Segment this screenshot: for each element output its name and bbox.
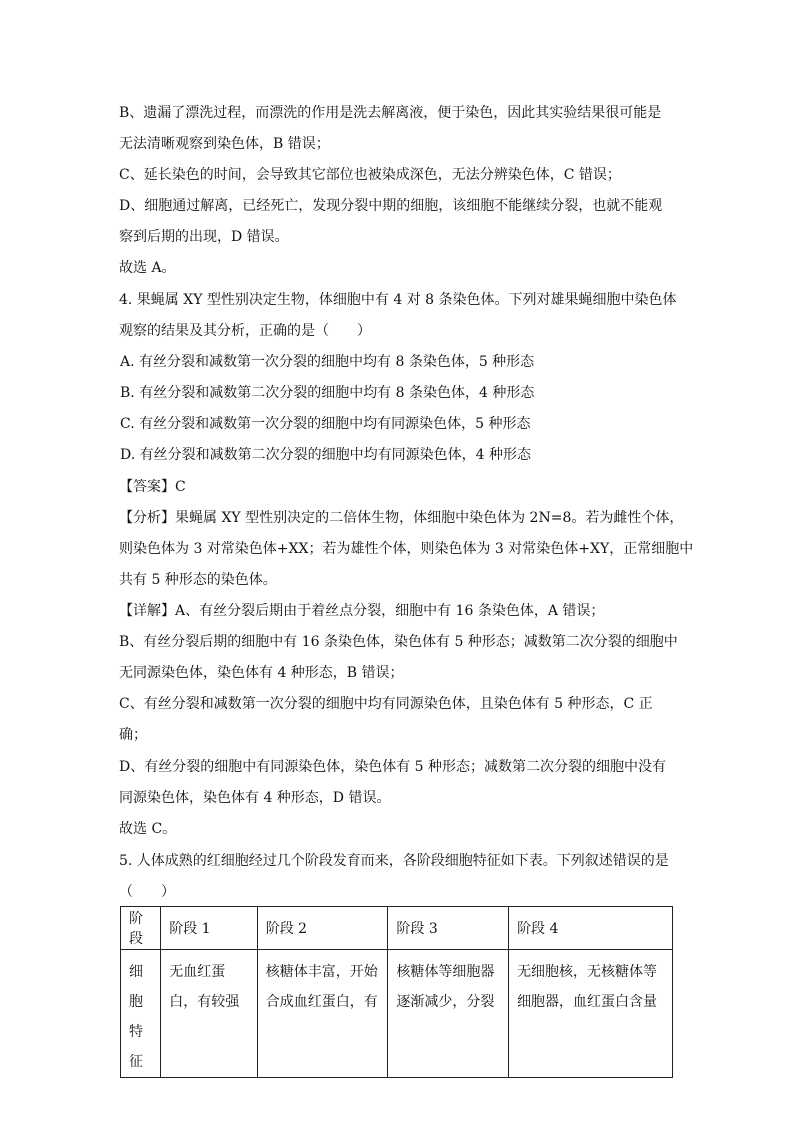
text-line: C、延长染色的时间，会导致其它部位也被染成深色，无法分辨染色体，C 错误； — [119, 167, 621, 183]
table-header-row — [121, 907, 673, 950]
analysis-line: 共有 5 种形态的染色体。 — [119, 572, 277, 588]
detail-line: B、有丝分裂后期的细胞中有 16 条染色体，染色体有 5 种形态；减数第二次分裂的细胞中 — [119, 634, 678, 650]
text-line: 察到后期的出现，D 错误。 — [119, 229, 289, 245]
option-a: A. 有丝分裂和减数第一次分裂的细胞中均有 8 条染色体，5 种形态 — [120, 354, 535, 370]
analysis-line: 【分析】果蝇属 XY 型性别决定的二倍体生物，体细胞中染色体为 2N=8。若为雌性个体， — [119, 510, 684, 526]
detail-line: 故选 C。 — [119, 821, 177, 837]
table-header-cell: 阶段 3 — [388, 907, 509, 950]
table-cell — [388, 950, 509, 1078]
stage-table — [120, 906, 673, 1078]
table-cell-text: 细胞 — [129, 964, 143, 1010]
detail-line: C、有丝分裂和减数第一次分裂的细胞中均有同源染色体，且染色体有 5 种形态，C 正 — [119, 696, 653, 712]
table-row — [121, 950, 673, 1078]
table-cell-text: 无血红蛋 — [169, 964, 226, 980]
table-cell — [257, 950, 388, 1078]
question-4-stem: 观察的结果及其分析，正确的是（ ） — [119, 323, 371, 339]
table-cell-text: 白，有较强 — [169, 994, 240, 1010]
table-row-label — [121, 950, 161, 1078]
table-header-cell: 阶段 1 — [161, 907, 258, 950]
detail-line: 同源染色体，染色体有 4 种形态，D 错误。 — [119, 790, 391, 806]
question-5-stem: 5. 人体成熟的红细胞经过几个阶段发育而来，各阶段细胞特征如下表。下列叙述错误的是 — [119, 853, 669, 869]
table-header-cell: 阶段 2 — [257, 907, 388, 950]
table-cell-text: 逐渐减少，分裂 — [396, 994, 495, 1010]
table-cell-text: 核糖体等细胞器 — [396, 964, 495, 980]
question-5-stem: （ ） — [119, 884, 175, 900]
option-c: C. 有丝分裂和减数第一次分裂的细胞中均有同源染色体，5 种形态 — [120, 416, 531, 432]
table-header-cell: 阶段 — [121, 907, 161, 950]
table-cell — [161, 950, 258, 1078]
question-4-stem: 4. 果蝇属 XY 型性别决定生物，体细胞中有 4 对 8 条染色体。下列对雄果蝇细胞中染色体 — [119, 292, 677, 308]
detail-line: 【详解】A、有丝分裂后期由于着丝点分裂，细胞中有 16 条染色体，A 错误； — [119, 603, 605, 619]
detail-line: D、有丝分裂的细胞中有同源染色体，染色体有 5 种形态；减数第二次分裂的细胞中没有 — [119, 759, 667, 775]
table-header-cell: 阶段 4 — [509, 907, 673, 950]
table-cell-text: 特征 — [129, 1024, 143, 1070]
text-line: B、遗漏了漂洗过程，而漂洗的作用是洗去解离液，便于染色，因此其实验结果很可能是 — [119, 105, 662, 121]
table-cell — [509, 950, 673, 1078]
table-cell-text: 细胞器，血红蛋白含量 — [517, 994, 658, 1010]
text-line: 无法清晰观察到染色体，B 错误； — [119, 136, 330, 152]
detail-line: 无同源染色体，染色体有 4 种形态，B 错误； — [119, 665, 404, 681]
text-line: 故选 A。 — [119, 260, 176, 276]
table-cell-text: 无细胞核，无核糖体等 — [517, 964, 658, 980]
text-line: D、细胞通过解离，已经死亡，发现分裂中期的细胞，该细胞不能继续分裂，也就不能观 — [119, 198, 663, 214]
table-cell-text: 核糖体丰富，开始 — [265, 964, 378, 980]
analysis-line: 则染色体为 3 对常染色体+XX；若为雄性个体，则染色体为 3 对常染色体+XY，正常细胞中 — [119, 541, 694, 557]
table-cell-text: 合成血红蛋白，有 — [265, 994, 378, 1010]
option-b: B. 有丝分裂和减数第二次分裂的细胞中均有 8 条染色体，4 种形态 — [120, 385, 535, 401]
option-d: D. 有丝分裂和减数第二次分裂的细胞中均有同源染色体，4 种形态 — [120, 447, 531, 463]
detail-line: 确； — [119, 727, 147, 743]
answer: 【答案】C — [119, 479, 186, 495]
